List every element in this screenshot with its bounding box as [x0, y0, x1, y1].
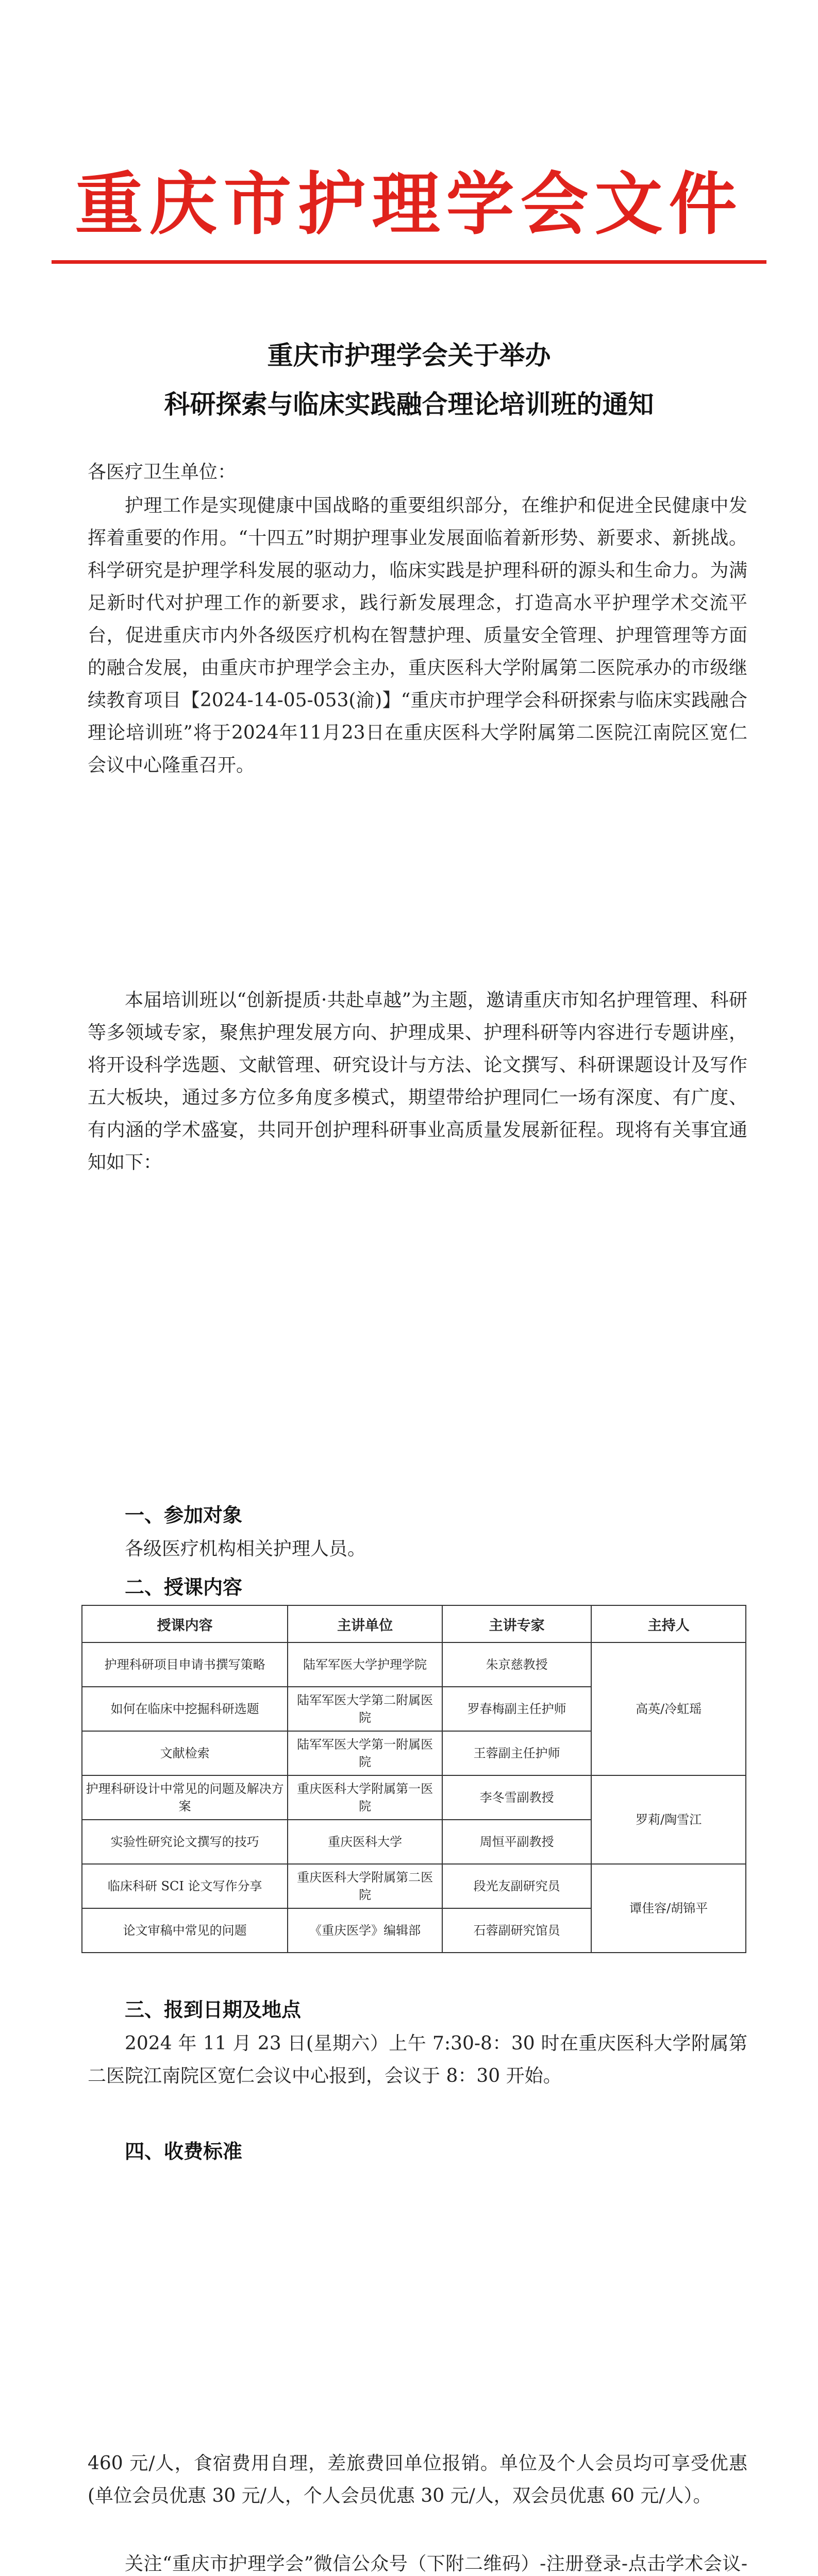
cell-topic: 实验性研究论文撰写的技巧 [82, 1820, 288, 1864]
cell-unit: 陆军军医大学第二附属医院 [288, 1687, 442, 1731]
header-red-rule [52, 260, 766, 264]
cell-topic: 文献检索 [82, 1731, 288, 1775]
table-row [82, 1864, 746, 1908]
section-4-title: 四、收费标准 [125, 2140, 243, 2163]
header-topic: 授课内容 [82, 1605, 288, 1642]
section-3-title: 三、报到日期及地点 [125, 1998, 302, 2021]
notice-title-line2: 科研探索与临床实践融合理论培训班的通知 [164, 389, 654, 419]
cell-expert: 李冬雪副教授 [442, 1775, 592, 1820]
header-unit: 主讲单位 [288, 1605, 442, 1642]
section-1-title: 一、参加对象 [125, 1503, 243, 1527]
cell-unit: 陆军军医大学第一附属医院 [288, 1731, 442, 1775]
section-4-registration-text: 关注“重庆市护理学会”微信公众号（下附二维码）-注册登录-点击学术会议- [125, 2553, 747, 2574]
table-row [82, 1642, 746, 1687]
cell-unit: 重庆医科大学附属第一医院 [288, 1775, 442, 1820]
document-header-title: 重庆市护理学会文件 [75, 164, 743, 244]
cell-expert: 段光友副研究员 [442, 1864, 592, 1908]
salutation: 各医疗卫生单位： [88, 462, 237, 483]
cell-unit: 重庆医科大学 [288, 1820, 442, 1864]
cell-host: 罗莉/陶雪江 [591, 1775, 746, 1864]
cell-expert: 石蓉副研究馆员 [442, 1908, 592, 1953]
cell-host: 高英/冷虹瑶 [591, 1642, 746, 1775]
table-row [82, 1775, 746, 1820]
cell-topic: 护理科研项目申请书撰写策略 [82, 1642, 288, 1687]
intro-paragraph: 护理工作是实现健康中国战略的重要组织部分，在维护和促进全民健康中发挥着重要的作用。“十四五”时期护理事业发展面临着新形势、新要求、新挑战。科学研究是护理学科发展的驱动力，临床实践是护理科研的源头和生命力。为满足新时代对护理工作的新要求，践行新发展理念，打造高水平护理学术交流平台，促进重庆市内外各级医疗机构在智慧护理、质量安全管理、护理管理等方面的融合发展，由重庆市护理学会主办，重庆医科大学附属第二医院承办的市级继续教育项目【2024-14-05-053(渝)】“重庆市护理学会科研探索与临床实践融合理论培训班”将于2024年11月23日在重庆医科大学附属第二医院江南院区宽仁会议中心隆重召开。 [88, 495, 747, 776]
cell-unit: 《重庆医学》编辑部 [288, 1908, 442, 1953]
section-2-title: 二、授课内容 [125, 1575, 243, 1599]
section-3-text: 2024 年 11 月 23 日(星期六）上午 7:30-8：30 时在重庆医科大学附属第二医院江南院区宽仁会议中心报到，会议于 8：30 开始。 [88, 2033, 747, 2087]
theme-paragraph-start [88, 984, 747, 1179]
cell-expert: 罗春梅副主任护师 [442, 1687, 592, 1731]
cell-host: 谭佳容/胡锦平 [591, 1864, 746, 1953]
cell-unit: 重庆医科大学附属第二医院 [288, 1864, 442, 1908]
theme-paragraph: 本届培训班以“创新提质·共赴卓越”为主题，邀请重庆市知名护理管理、科研等多领域专家，聚焦护理发展方向、护理成果、护理科研等内容进行专题讲座，将开设科学选题、文献管理、研究设计与方法、论文撰写、科研课题设计及写作五大板块，通过多方位多角度多模式，期望带给护理同仁一场有深度、有广度、有内涵的学术盛宴，共同开创护理科研事业高质量发展新征程。现将有关事宜通知如下： [88, 990, 747, 1173]
cell-topic: 护理科研设计中常见的问题及解决方案 [82, 1775, 288, 1820]
header-expert: 主讲专家 [442, 1605, 592, 1642]
cell-expert: 周恒平副教授 [442, 1820, 592, 1864]
header-host: 主持人 [591, 1605, 746, 1642]
cell-unit: 陆军军医大学护理学院 [288, 1642, 442, 1687]
course-table [81, 1605, 746, 1953]
cell-topic: 如何在临床中挖掘科研选题 [82, 1687, 288, 1731]
course-table-header-row [82, 1605, 746, 1642]
cell-expert: 朱京慈教授 [442, 1642, 592, 1687]
section-4-text: 460 元/人，食宿费用自理，差旅费回单位报销。单位及个人会员均可享受优惠(单位会员优惠 30 元/人，个人会员优惠 30 元/人，双会员优惠 60 元/人）。 [88, 2453, 747, 2506]
cell-topic: 论文审稿中常见的问题 [82, 1908, 288, 1953]
course-table-wrapper [81, 1605, 746, 1953]
cell-expert: 王蓉副主任护师 [442, 1731, 592, 1775]
section-1-text: 各级医疗机构相关护理人员。 [125, 1538, 366, 1560]
cell-topic: 临床科研 SCI 论文写作分享 [82, 1864, 288, 1908]
notice-title-line1: 重庆市护理学会关于举办 [267, 340, 551, 370]
